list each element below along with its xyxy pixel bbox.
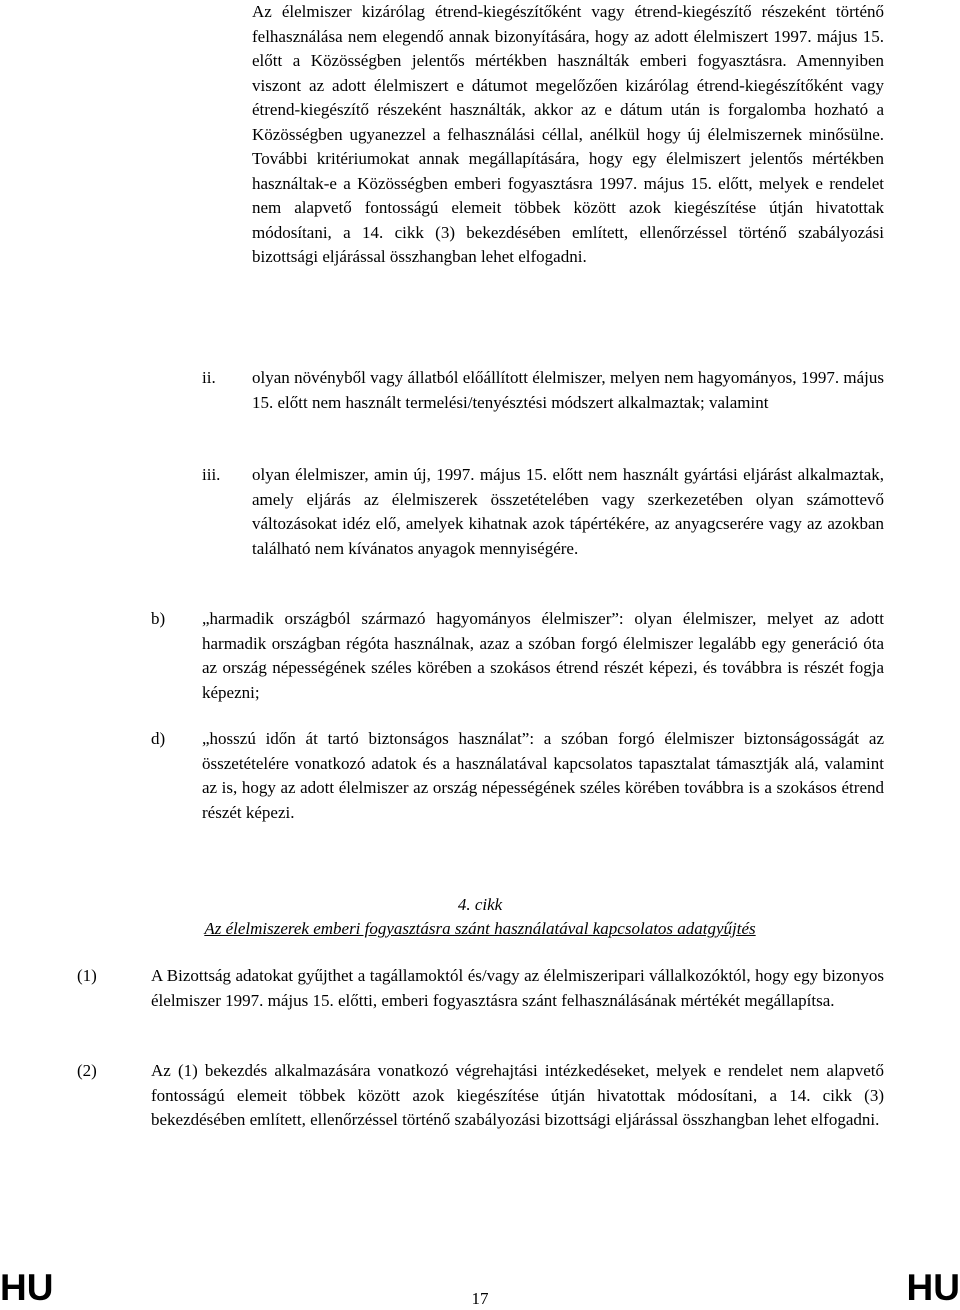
item-iii-text: olyan élelmiszer, amin új, 1997. május 15. előtt nem használt gyártási eljárást alkalmaztak, amely eljárás az élelmiszerek összetételében vagy szerkezetében olyan számottevő változásokat idéz elő, amelyek kihatnak azok tápértékére, az anyagcserére vagy az azokban található nem kívánatos anyagok mennyiségére.: [252, 465, 884, 558]
article-title: [0, 917, 960, 942]
item-b-label: b): [151, 609, 166, 628]
footer-lang-right: HU: [906, 1267, 960, 1308]
item-d-text: „hosszú időn át tartó biztonságos használat”: a szóban forgó élelmiszer biztonságosságát az összetételére vonatkozó adatok és a használatával kapcsolatos tapasztalat támasztják alá, valamint az is, hogy az adott élelmiszer az ország népességének széles körében továbbra is a szokásos étrend részét képezi.: [202, 729, 884, 822]
article-title-text: Az élelmiszerek emberi fogyasztásra szánt használatával kapcsolatos adatgyűjtés: [204, 919, 756, 938]
section-1-label: (1): [77, 966, 97, 985]
item-b-text: „harmadik országból származó hagyományos élelmiszer”: olyan élelmiszer, melyet az adott harmadik országban régóta használnak, azaz a szóban forgó élelmiszer legalább egy generáció óta az ország népességének széles körében a szokásos étrend részét képezi, és továbbra is részét fogja képezni;: [202, 609, 884, 702]
article-number: 4. cikk: [457, 895, 503, 914]
item-iii-label: iii.: [202, 465, 221, 484]
section-2-text: Az (1) bekezdés alkalmazására vonatkozó végrehajtási intézkedéseket, melyek e rendelet nem alapvető fontosságú elemeit többek között azok kiegészítése útján hivatottak módosítani, a 14. cikk (3) bekezdésében említett, ellenőrzéssel történő szabályozási bizottsági eljárással összhangban lehet elfogadni.: [151, 1061, 884, 1129]
section-1-text: A Bizottság adatokat gyűjthet a tagállamoktól és/vagy az élelmiszeripari vállalkozóktól, hogy egy bizonyos élelmiszer 1997. május 15. előtti, emberi fogyasztásra szánt felhasználásának mértékét megállapítsa.: [151, 966, 884, 1010]
section-2-label: (2): [77, 1061, 97, 1080]
page-number: 17: [471, 1289, 489, 1308]
paragraph-continuation: Az élelmiszer kizárólag étrend-kiegészítőként vagy étrend-kiegészítő részeként történő felhasználása nem elegendő annak bizonyítására, hogy az adott élelmiszert 1997. május 15. előtt a Közösségben jelentős mértékben használták emberi fogyasztásra. Amennyiben viszont az adott élelmiszert e dátumot megelőzően kizárólag étrend-kiegészítőként vagy étrend-kiegészítő részeként használták, akkor az e dátum után is forgalomba hozható a Közösségben ugyanezzel a felhasználási céllal, anélkül hogy új élelmiszernek minősülne. További kritériumokat annak megállapítására, hogy egy élelmiszert jelentős mértékben használtak-e a Közösségben emberi fogyasztásra 1997. május 15. előtt, melyek e rendelet nem alapvető fontosságú elemeit többek között azok kiegészítése útján hivatottak módosítani, a 14. cikk (3) bekezdésében említett, ellenőrzéssel történő szabályozási bizottsági eljárással összhangban lehet elfogadni.: [252, 2, 884, 266]
item-ii-label: ii.: [202, 368, 216, 387]
item-ii-text: olyan növényből vagy állatból előállított élelmiszer, melyen nem hagyományos, 1997. május 15. előtt nem használt termelési/tenyésztési módszert alkalmaztak; valamint: [252, 368, 884, 412]
footer-lang-left: HU: [0, 1267, 54, 1308]
item-d-label: d): [151, 729, 166, 748]
